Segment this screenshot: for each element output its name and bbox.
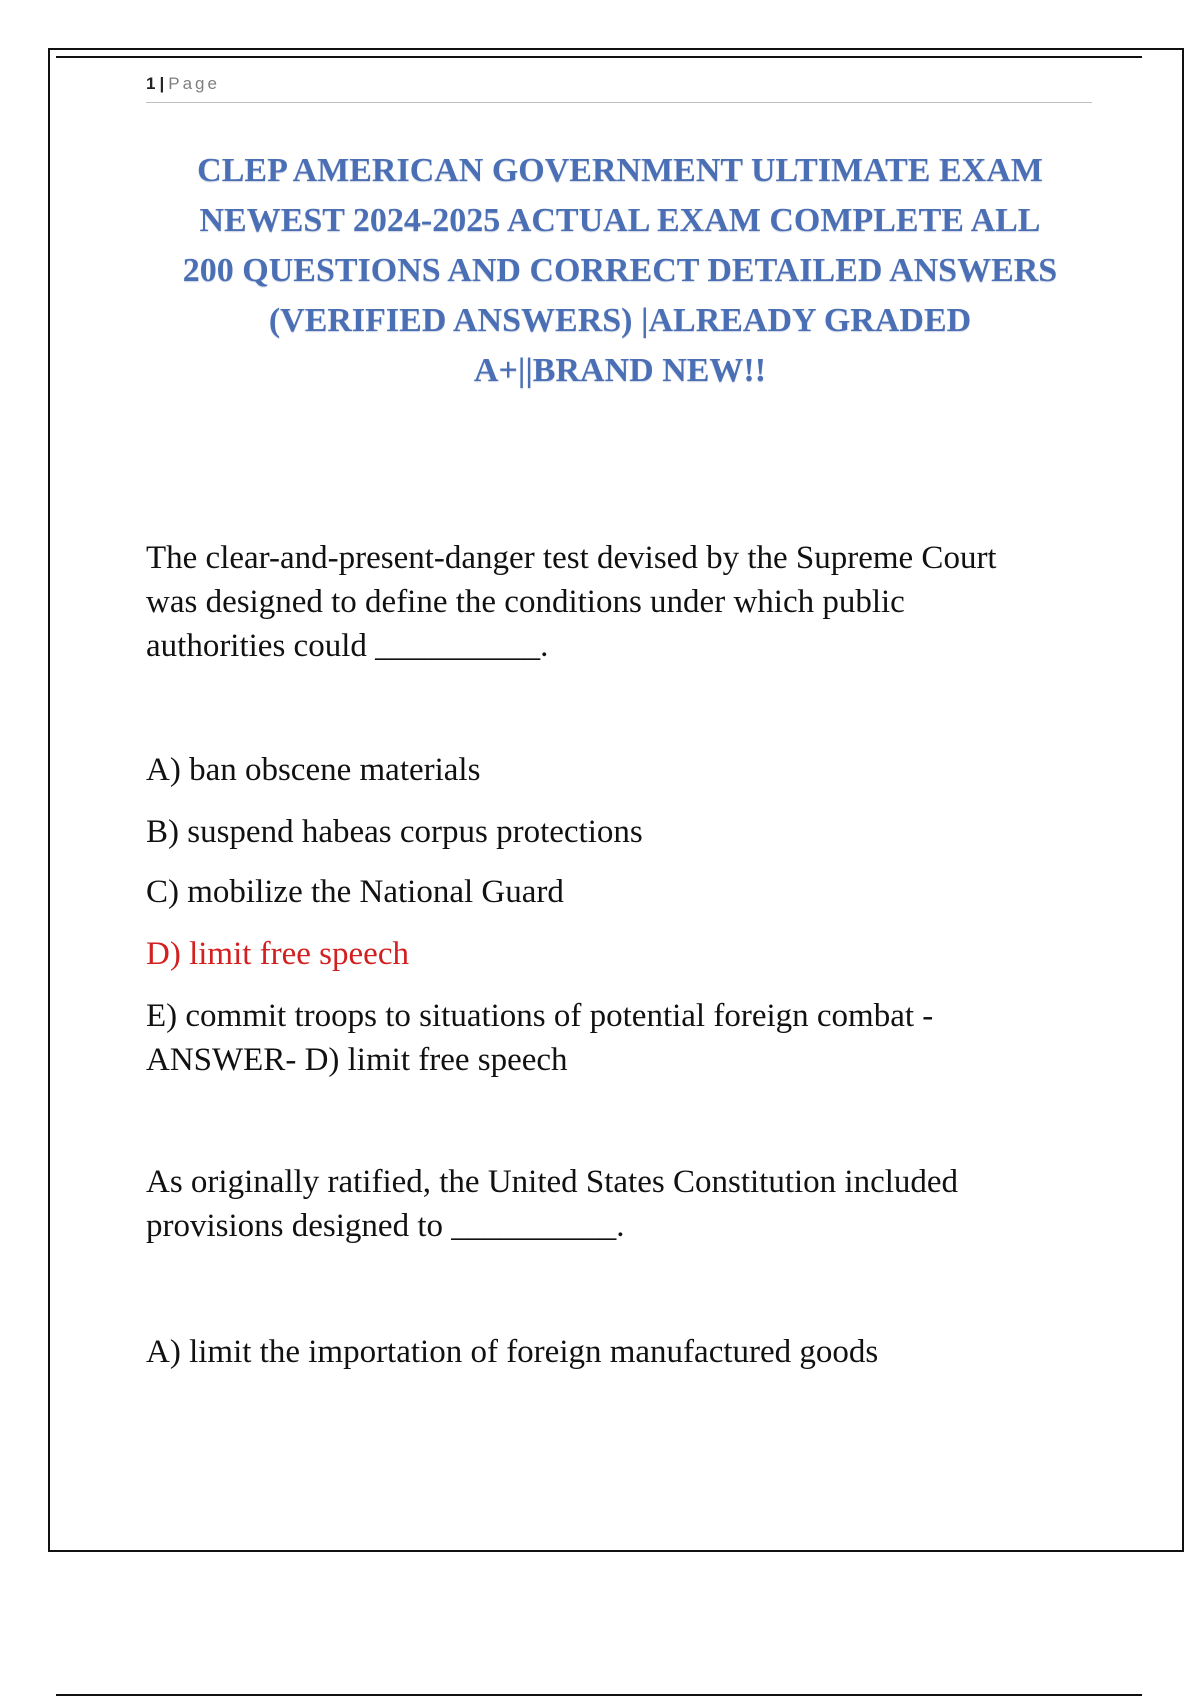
title-line: NEWEST 2024-2025 ACTUAL EXAM COMPLETE ALL bbox=[199, 202, 1041, 239]
question-stem-line: provisions designed to __________. bbox=[146, 1208, 625, 1244]
question-1-option-c: C) mobilize the National Guard bbox=[146, 874, 564, 910]
page-label: Page bbox=[168, 74, 220, 93]
title-line: (VERIFIED ANSWERS) |ALREADY GRADED bbox=[268, 302, 972, 339]
question-1-stem bbox=[146, 536, 1106, 668]
title-line: 200 QUESTIONS AND CORRECT DETAILED ANSWERS bbox=[182, 252, 1058, 289]
question-2-option-a: A) limit the importation of foreign manufactured goods bbox=[146, 1334, 879, 1370]
page-header bbox=[146, 74, 1092, 103]
question-stem-line: The clear-and-present-danger test devised by the Supreme Court bbox=[146, 540, 997, 576]
page-separator: | bbox=[159, 74, 165, 93]
answer-line: ANSWER- D) limit free speech bbox=[146, 1042, 568, 1078]
question-stem-line: was designed to define the conditions under which public bbox=[146, 584, 905, 620]
question-stem-line: As originally ratified, the United States Constitution included bbox=[146, 1164, 959, 1200]
question-1-option-a: A) ban obscene materials bbox=[146, 752, 481, 788]
top-rule bbox=[56, 56, 1142, 58]
question-2-stem bbox=[146, 1160, 1106, 1248]
title-line: CLEP AMERICAN GOVERNMENT ULTIMATE EXAM bbox=[197, 152, 1043, 189]
question-stem-line: authorities could __________. bbox=[146, 628, 549, 664]
question-1-option-b: B) suspend habeas corpus protections bbox=[146, 814, 643, 850]
question-1-option-d-correct: D) limit free speech bbox=[146, 936, 409, 972]
page-number: 1 bbox=[146, 74, 156, 93]
document-title bbox=[130, 146, 1110, 396]
bottom-rule bbox=[56, 1694, 1142, 1696]
title-line: A+||BRAND NEW!! bbox=[473, 352, 767, 389]
question-1-option-e bbox=[146, 994, 1106, 1082]
option-e-line: E) commit troops to situations of potential foreign combat - bbox=[146, 998, 934, 1034]
